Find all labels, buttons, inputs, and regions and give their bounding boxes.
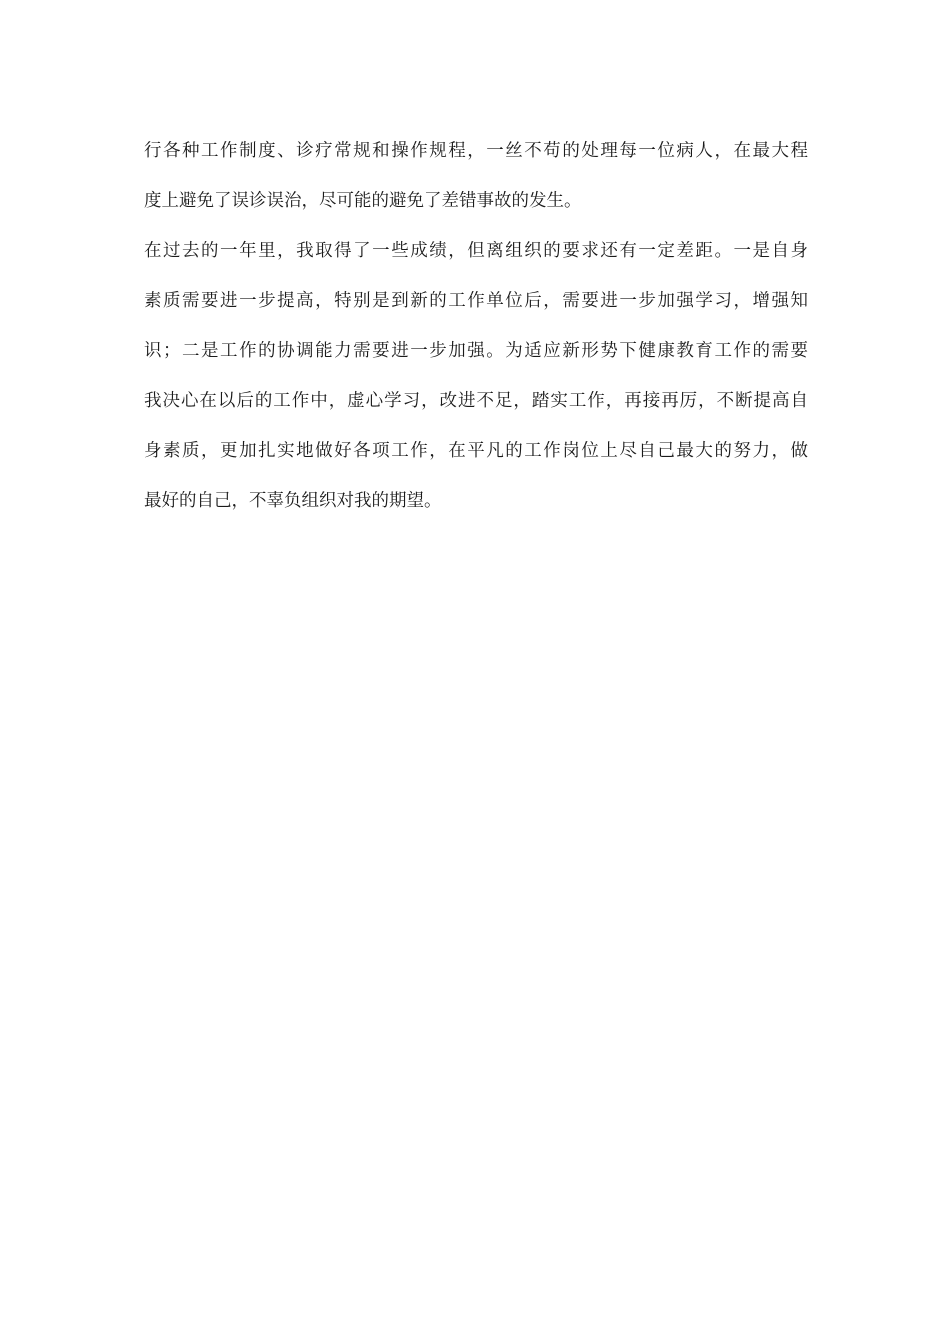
- text-line: 识；二是工作的协调能力需要进一步加强。为适应新形势下健康教育工作的需要: [144, 341, 808, 361]
- paragraph-1: [144, 126, 808, 226]
- text-line: 素质需要进一步提高，特别是到新的工作单位后，需要进一步加强学习，增强知: [144, 291, 808, 311]
- text-line: 最好的自己，不辜负组织对我的期望。: [144, 491, 442, 511]
- text-line: 行各种工作制度、诊疗常规和操作规程，一丝不苟的处理每一位病人，在最大程: [144, 141, 808, 161]
- paragraph-2: [144, 226, 808, 526]
- text-line: 身素质，更加扎实地做好各项工作，在平凡的工作岗位上尽自己最大的努力，做: [144, 441, 808, 461]
- text-line: 我决心在以后的工作中，虚心学习，改进不足，踏实工作，再接再厉，不断提高自: [144, 391, 808, 411]
- document-body: [144, 126, 808, 526]
- text-line: 度上避免了误诊误治，尽可能的避免了差错事故的发生。: [144, 191, 582, 211]
- text-line: 在过去的一年里，我取得了一些成绩，但离组织的要求还有一定差距。一是自身: [144, 241, 808, 261]
